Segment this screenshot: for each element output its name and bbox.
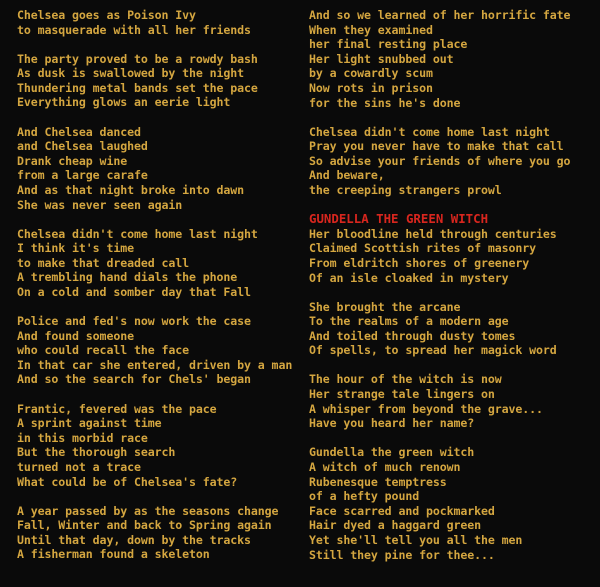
lyric-line: Gundella the green witch <box>309 445 475 460</box>
lyric-line: to make that dreaded call <box>17 255 190 270</box>
lyric-line: And so the search for Chels' began <box>17 372 251 387</box>
lyric-line: Still they pine for thee... <box>309 547 495 562</box>
lyric-line: who could recall the face <box>17 343 190 358</box>
right-top-stanza <box>309 125 594 198</box>
lyric-line: A sprint against time <box>17 416 162 431</box>
lyric-line: The hour of the witch is now <box>309 372 502 387</box>
left-stanza <box>17 227 302 300</box>
lyric-line: What could be of Chelsea's fate? <box>17 474 238 489</box>
right-lyrics-column <box>309 8 594 577</box>
lyric-line: The party proved to be a rowdy bash <box>17 51 258 66</box>
lyric-line: Until that day, down by the tracks <box>17 532 251 547</box>
lyric-line: Fall, Winter and back to Spring again <box>17 518 272 533</box>
lyric-line: her final resting place <box>309 37 468 52</box>
right-bottom-stanza <box>309 227 594 285</box>
lyric-line: by a cowardly scum <box>309 66 433 81</box>
right-top-stanza <box>309 8 594 110</box>
right-bottom-stanza <box>309 372 594 430</box>
lyric-line: A witch of much renown <box>309 459 461 474</box>
lyric-line: Police and fed's now work the case <box>17 314 251 329</box>
lyric-line: Thundering metal bands set the pace <box>17 80 258 95</box>
lyric-line: And Chelsea danced <box>17 124 141 139</box>
lyric-line: A trembling hand dials the phone <box>17 270 238 285</box>
left-stanza <box>17 52 302 110</box>
lyric-line: the creeping strangers prowl <box>309 183 502 198</box>
lyric-line: She brought the arcane <box>309 299 461 314</box>
lyric-line: Her light snubbed out <box>309 51 454 66</box>
lyric-line: Yet she'll tell you all the men <box>309 532 523 547</box>
lyric-line: When they examined <box>309 22 433 37</box>
lyric-line: And found someone <box>17 328 134 343</box>
lyric-line: Pray you never have to make that call <box>309 139 564 154</box>
lyric-line: From eldritch shores of greenery <box>309 255 530 270</box>
lyric-line: and Chelsea laughed <box>17 139 148 154</box>
lyric-line: So advise your friends of where you go <box>309 153 571 168</box>
lyric-line: from a large carafe <box>17 168 148 183</box>
lyric-line: of a hefty pound <box>309 489 420 504</box>
lyric-line: for the sins he's done <box>309 95 461 110</box>
lyric-line: She was never seen again <box>17 197 183 212</box>
lyric-line: On a cold and somber day that Fall <box>17 285 251 299</box>
lyric-line: And beware, <box>309 168 385 183</box>
right-bottom-stanza <box>309 300 594 358</box>
left-lyrics-column <box>17 8 302 577</box>
left-stanza <box>17 504 302 562</box>
left-stanza <box>17 125 302 213</box>
lyric-line: I think it's time <box>17 241 134 256</box>
lyric-line: Chelsea goes as Poison Ivy <box>17 8 196 22</box>
lyric-line: Her bloodline held through centuries <box>309 226 557 241</box>
song-title: GUNDELLA THE GREEN WITCH <box>309 211 489 227</box>
lyric-line: In that car she entered, driven by a man <box>17 357 293 372</box>
lyric-line: Of spells, to spread her magick word <box>309 343 557 358</box>
lyric-line: And as that night broke into dawn <box>17 182 245 197</box>
lyric-line: Claimed Scottish rites of masonry <box>309 241 537 256</box>
lyric-line: To the realms of a modern age <box>309 314 509 329</box>
lyric-line: Of an isle cloaked in mystery <box>309 270 509 285</box>
lyric-line: Chelsea didn't come home last night <box>309 124 550 139</box>
lyric-line: to masquerade with all her friends <box>17 22 251 37</box>
lyric-line: turned not a trace <box>17 459 141 474</box>
left-stanza <box>17 314 302 387</box>
lyric-line: Now rots in prison <box>309 80 433 95</box>
lyric-line: A fisherman found a skeleton <box>17 547 210 562</box>
lyric-line: And toiled through dusty tomes <box>309 328 516 343</box>
lyric-line: Hair dyed a haggard green <box>309 518 482 533</box>
lyric-line: Drank cheap wine <box>17 153 128 168</box>
lyric-line: Chelsea didn't come home last night <box>17 226 258 241</box>
lyric-line: A whisper from beyond the grave... <box>309 401 543 416</box>
lyric-line: A year passed by as the seasons change <box>17 503 279 518</box>
lyric-line: But the thorough search <box>17 445 176 460</box>
lyric-line: Frantic, fevered was the pace <box>17 401 217 416</box>
lyric-line: Rubenesque temptress <box>309 474 447 489</box>
lyric-line: As dusk is swallowed by the night <box>17 66 245 81</box>
lyric-line: Have you heard her name? <box>309 416 475 431</box>
right-bottom-stanza <box>309 445 594 562</box>
left-stanza <box>17 402 302 490</box>
lyric-line: in this morbid race <box>17 430 148 445</box>
lyric-line: Face scarred and pockmarked <box>309 503 495 518</box>
left-stanza <box>17 8 302 37</box>
lyric-line: And so we learned of her horrific fate <box>309 8 571 22</box>
lyric-line: Her strange tale lingers on <box>309 387 495 402</box>
lyric-line: Everything glows an eerie light <box>17 95 231 110</box>
